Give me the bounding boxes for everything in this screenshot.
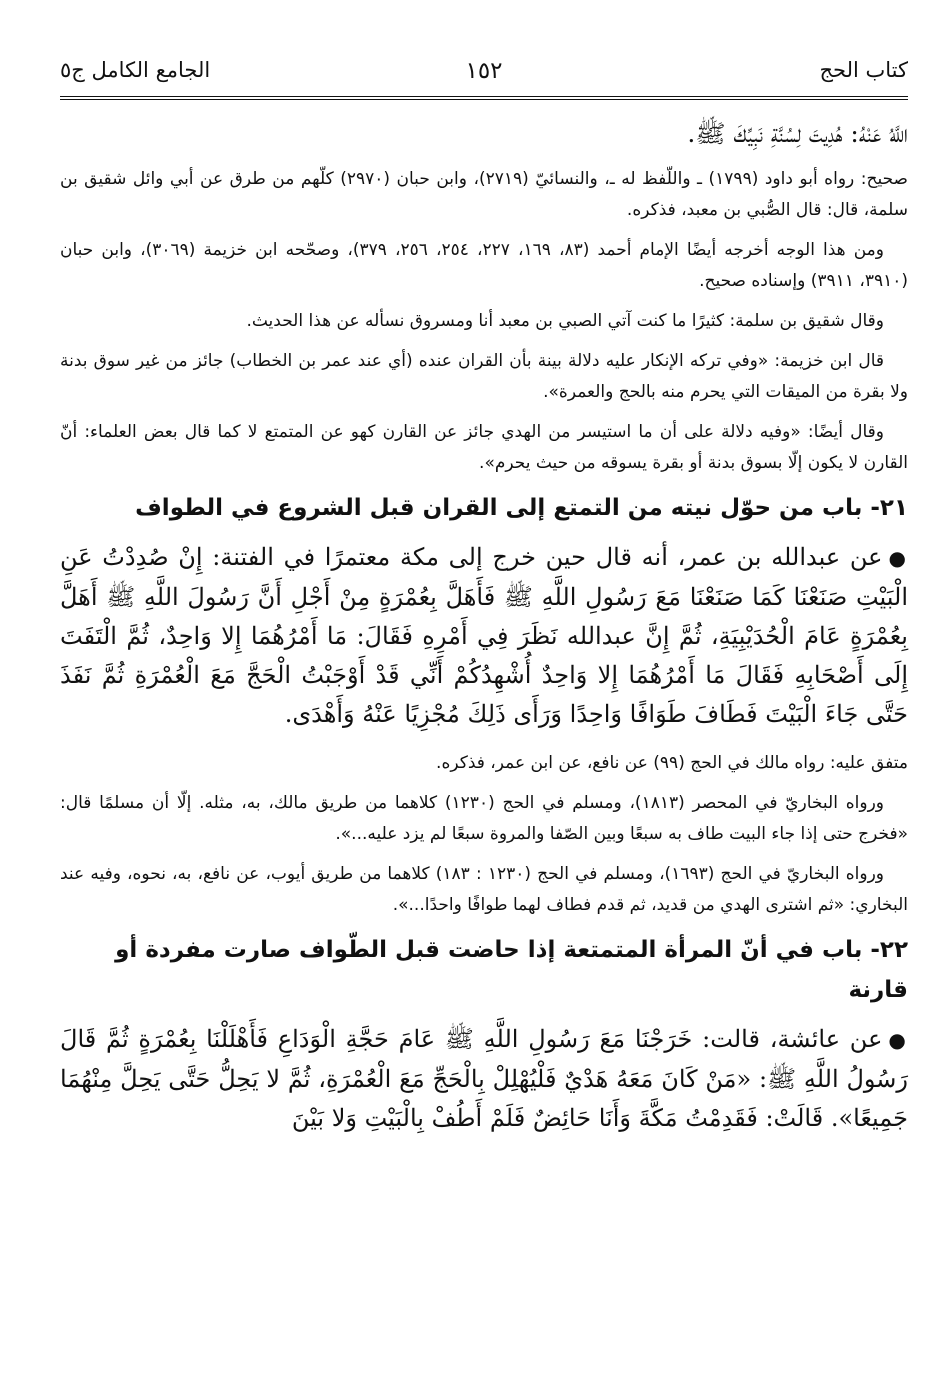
takhrij-note-6: متفق عليه: رواه مالك في الحج (٩٩) عن نافع، عن ابن عمر، فذكره. (436, 753, 908, 773)
takhrij-note-5: وقال أيضًا: «وفيه دلالة على أن ما استيسر من الهدي جائز عن القارن كهو عن المتمتع لا كما قال بعض العلماء: أنّ القارن لا يكون إلّا بسوق بدنة أو بقرة يسوقه من حيث يحرم». (60, 422, 908, 473)
hadith-continuation: اللَّهُ عَنْهُ: هُدِيتَ لِسُنَّةِ نَبِيِّكَ ﷺ. (687, 119, 908, 148)
takhrij-note-1: صحيح: رواه أبو داود (١٧٩٩) ـ واللّفظ له ـ، والنسائيّ (٢٧١٩)، وابن حبان (٢٩٧٠) كلّهم من طرق عن أبي وائل شقيق بن سلمة، قال: قال الصُّبي بن معبد، فذكره. (60, 169, 908, 220)
hadith-21 (60, 538, 908, 734)
hadith-22 (60, 1020, 908, 1138)
running-header (60, 52, 908, 96)
chapter-heading-22: ٢٢- باب في أنّ المرأة المتمتعة إذا حاضت قبل الطّواف صارت مفردة أو قارنة (115, 937, 908, 1003)
book-page (60, 52, 908, 1373)
takhrij-note-4: قال ابن خزيمة: «وفي تركه الإنكار عليه دلالة بينة بأن القران عنده (أي عند عمر بن الخطاب) جائز من غير سوق بدنة ولا بقرة من الميقات التي يحرم منه بالحج والعمرة». (60, 351, 908, 402)
header-volume-title: الجامع الكامل ج٥ (60, 58, 211, 82)
bullet-icon: ● (888, 1028, 909, 1052)
takhrij-note-3: وقال شقيق بن سلمة: كثيرًا ما كنت آتي الصبي بن معبد أنا ومسروق نسأله عن هذا الحديث. (246, 311, 884, 331)
header-book-title: كتاب الحج (819, 58, 908, 82)
bullet-icon: ● (888, 546, 909, 570)
takhrij-note-7: ورواه البخاريّ في المحصر (١٨١٣)، ومسلم في الحج (١٢٣٠) كلاهما من طريق مالك، به، مثله. إلّا أن مسلمًا قال: «فخرج حتى إذا جاء البيت طاف به سبعًا وبين الصّفا والمروة سبعًا لم يزد عليه...». (60, 793, 908, 844)
takhrij-note-2: ومن هذا الوجه أخرجه أيضًا الإمام أحمد (٨٣، ١٦٩، ٢٢٧، ٢٥٤، ٢٥٦، ٣٧٩)، وصحّحه ابن خزيمة (٣٠٦٩)، وابن حبان (٣٩١٠، ٣٩١١) وإسناده صحيح. (60, 240, 908, 291)
header-rule (60, 96, 908, 100)
hadith-22-text: عن عائشة، قالت: خَرَجْنَا مَعَ رَسُولِ اللَّهِ ﷺ عَامَ حَجَّةِ الْوَدَاعِ فَأَهْلَلْنَا بِعُمْرَةٍ ثُمَّ قَالَ رَسُولُ اللَّهِ ﷺ: «مَنْ كَانَ مَعَهُ هَدْيٌ فَلْيُهْلِلْ بِالْحَجِّ مَعَ الْعُمْرَةِ، ثُمَّ لا يَحِلُّ حَتَّى يَحِلَّ مِنْهُمَا جَمِيعًا». قَالَتْ: فَقَدِمْتُ مَكَّةَ وَأَنَا حَائِضٌ فَلَمْ أَطُفْ بِالْبَيْتِ وَلا بَيْنَ (60, 1025, 908, 1132)
chapter-heading-21: ٢١- باب من حوّل نيته من التمتع إلى القران قبل الشروع في الطواف (135, 495, 908, 521)
page-number: ١٥٢ (465, 58, 503, 84)
takhrij-note-8: ورواه البخاريّ في الحج (١٦٩٣)، ومسلم في الحج (١٢٣٠ : ١٨٣) كلاهما من طريق أيوب، عن نافع، به، نحوه، وفيه عند البخاري: «ثم اشترى الهدي من قديد، ثم قدم فطاف لهما طوافًا واحدًا...». (60, 864, 908, 915)
hadith-21-text: عن عبدالله بن عمر، أنه قال حين خرج إلى مكة معتمرًا في الفتنة: إِنْ صُدِدْتُ عَنِ الْبَيْتِ صَنَعْنَا كَمَا صَنَعْنَا مَعَ رَسُولِ اللَّهِ ﷺ فَأَهَلَّ بِعُمْرَةٍ مِنْ أَجْلِ أَنَّ رَسُولَ اللَّهِ ﷺ أَهَلَّ بِعُمْرَةٍ عَامَ الْحُدَيْبِيَةِ، ثُمَّ إِنَّ عبدالله نَظَرَ فِي أَمْرِهِ فَقَالَ: مَا أَمْرُهُمَا إِلا وَاحِدٌ، ثُمَّ الْتَفَتَ إِلَى أَصْحَابِهِ فَقَالَ مَا أَمْرُهُمَا إِلا وَاحِدٌ أُشْهِدُكُمْ أَنِّي قَدْ أَوْجَبْتُ الْحَجَّ مَعَ الْعُمْرَةِ ثُمَّ نَفَذَ حَتَّى جَاءَ الْبَيْتَ فَطَافَ طَوَافًا وَاحِدًا وَرَأَى ذَلِكَ مُجْزِيًا عَنْهُ وَأَهْدَى. (60, 543, 908, 728)
